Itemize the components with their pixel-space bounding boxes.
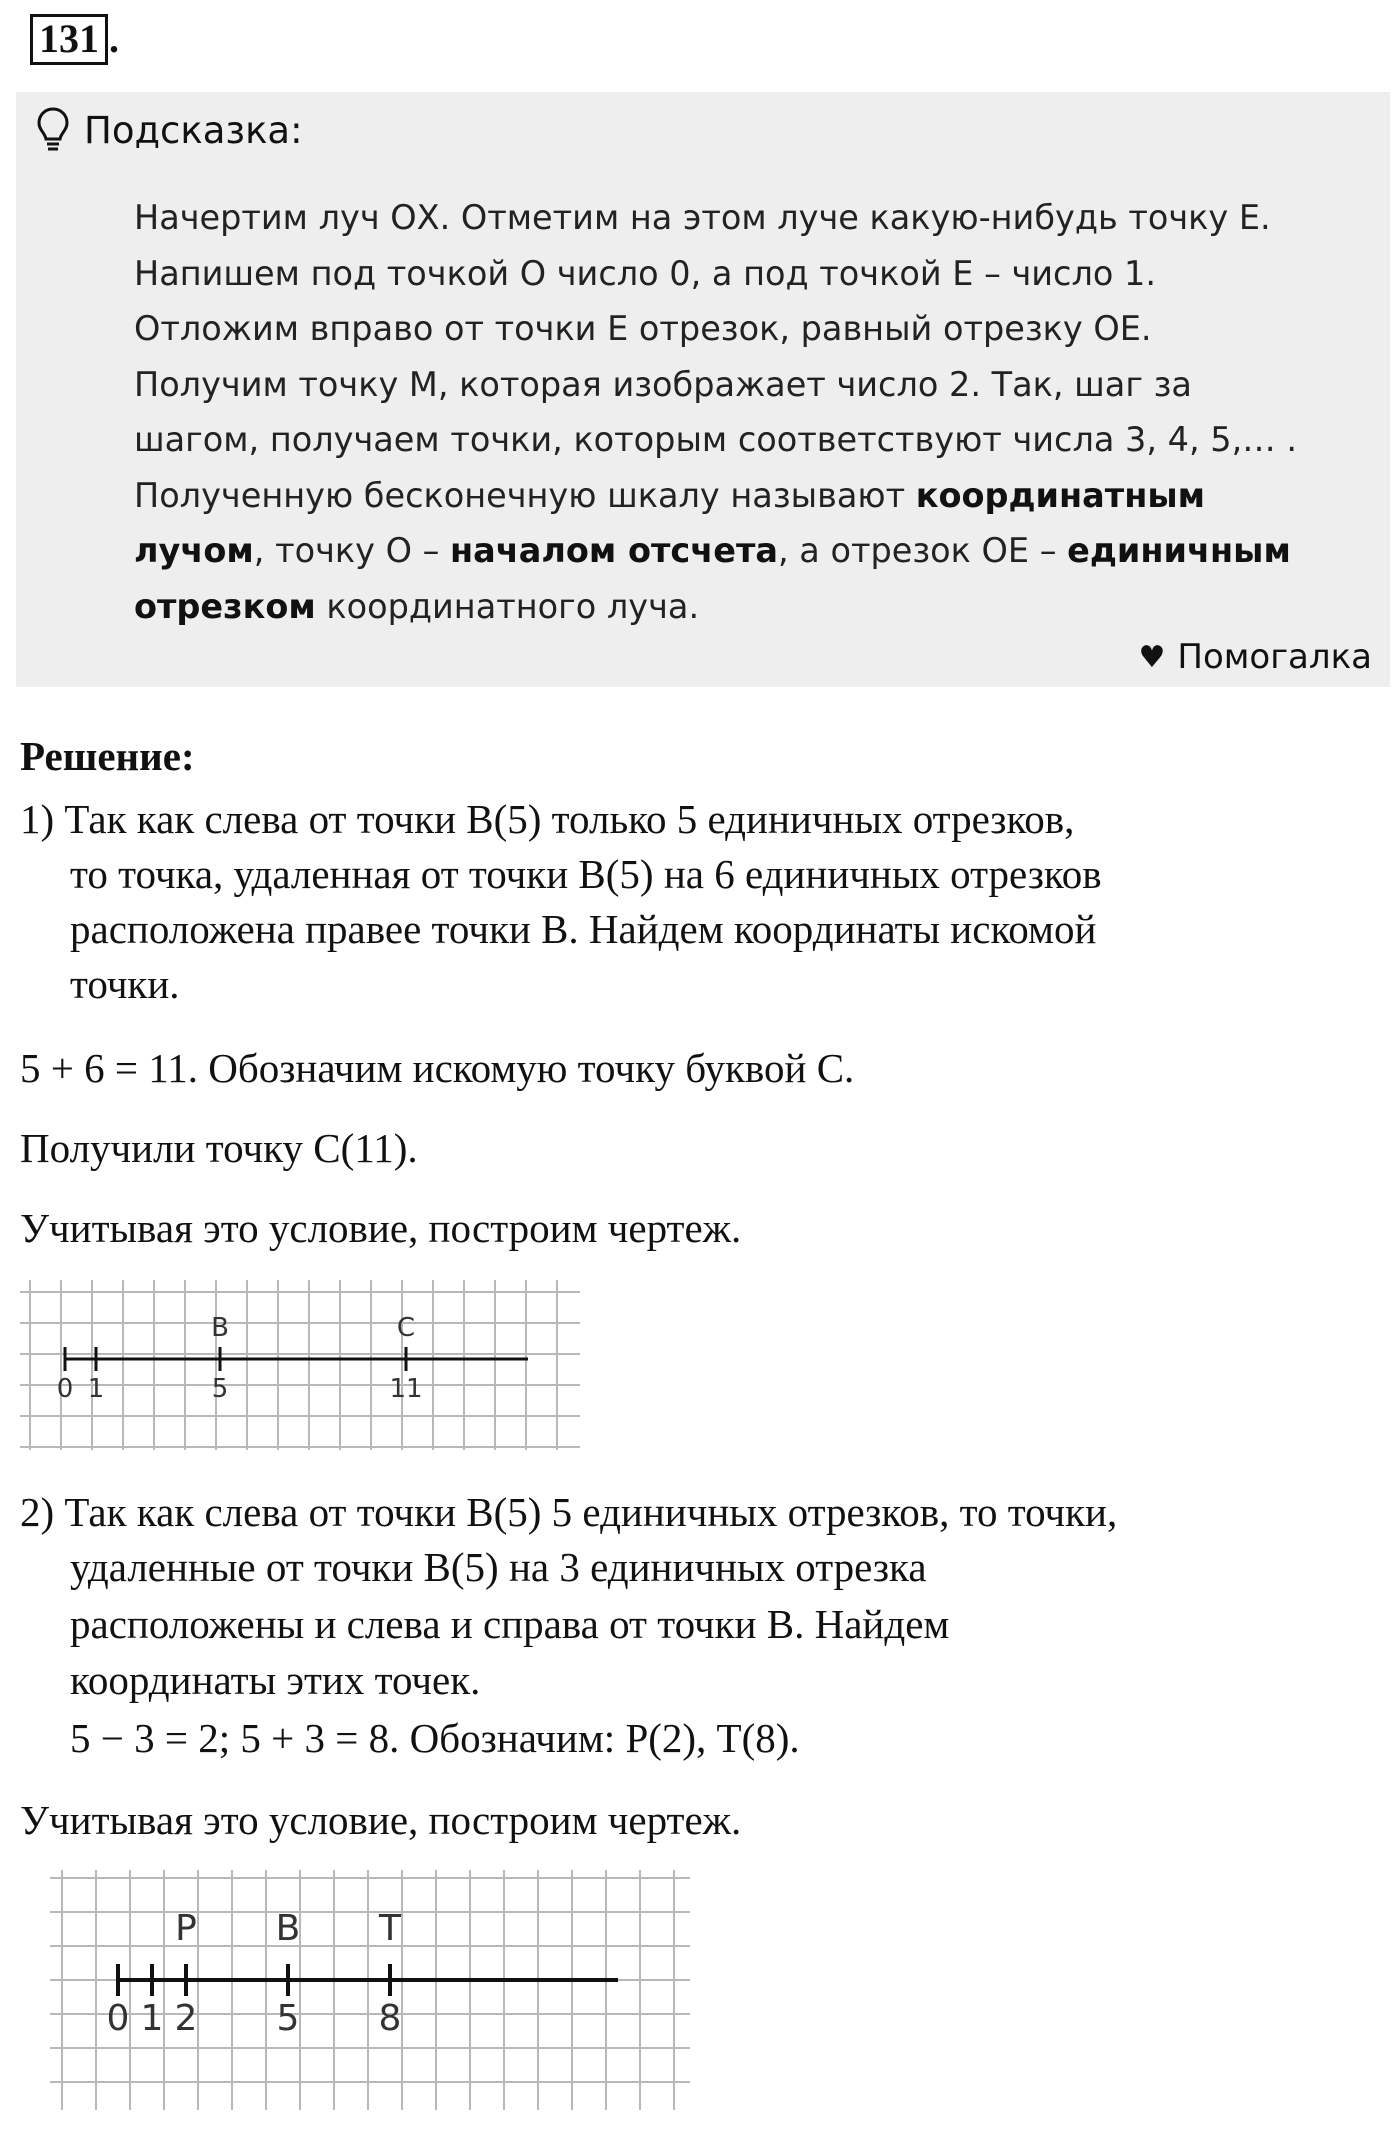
tick-label: 5 <box>211 1374 229 1404</box>
equation-line <box>70 1710 800 1766</box>
hint-line <box>134 523 1374 579</box>
equation-rest: . Обозначим искомую точку буквой С. <box>187 1045 855 1091</box>
point-label: B <box>211 1313 229 1343</box>
task-number-box: 131 <box>30 14 108 65</box>
tick-label: 2 <box>174 1998 198 2039</box>
tick-label: 11 <box>389 1374 423 1404</box>
coordinate-ray-figure-1 <box>20 1280 580 1450</box>
solution-line: расположены и слева и справа от точки В. Найдем <box>70 1601 950 1647</box>
hint-line <box>134 579 1374 635</box>
solution-line: удаленные от точки В(5) на 3 единичных отрезка <box>70 1544 927 1590</box>
point-label: P <box>175 1908 197 1949</box>
solution-line: координаты этих точек. <box>70 1657 481 1703</box>
hint-line: Получим точку М, которая изображает число 2. Так, шаг за <box>134 364 1192 404</box>
hint-text-span: , а отрезок ОЕ – <box>778 531 1068 570</box>
solution-line: 1) Так как слева от точки В(5) только 5 единичных отрезков, <box>20 796 1075 842</box>
tick-label: 0 <box>56 1374 74 1404</box>
tick-label: 1 <box>87 1374 105 1404</box>
term-segment: отрезком <box>134 586 316 626</box>
hint-header <box>36 106 303 154</box>
hint-line: шагом, получаем точки, которым соответствуют числа 3, 4, 5,… . <box>134 420 1298 459</box>
solution-line: расположена правее точки В. Найдем координаты искомой <box>70 906 1097 952</box>
hint-text-span: , точку О – <box>253 531 451 570</box>
hint-text <box>134 190 1374 634</box>
hint-title: Подсказка: <box>84 108 303 152</box>
hint-text-span: Полученную бесконечную шкалу называют <box>134 475 916 515</box>
term-ray: лучом <box>134 531 254 570</box>
solution-line: то точка, удаленная от точки В(5) на 6 единичных отрезков <box>70 851 1102 897</box>
solution-title: Решение: <box>20 733 195 779</box>
equation: 5 + 6 = 11 <box>20 1045 188 1091</box>
hint-line: Отложим вправо от точки Е отрезок, равный отрезку ОЕ. <box>134 309 1152 348</box>
coordinate-ray-figure-2 <box>50 1870 690 2110</box>
heart-icon: ♥ <box>1138 639 1166 675</box>
drawing-caption: Учитывая это условие, построим чертеж. <box>20 1797 742 1843</box>
tick-label: 0 <box>106 1998 130 2039</box>
solution-line: точки. <box>70 961 180 1007</box>
drawing-caption: Учитывая это условие, построим чертеж. <box>20 1205 742 1251</box>
solution-line: 2) Так как слева от точки В(5) 5 единичных отрезков, то точки, <box>20 1489 1118 1535</box>
term-unit: единичным <box>1067 531 1291 570</box>
hint-line: Напишем под точкой О число 0, а под точкой Е – число 1. <box>134 253 1156 293</box>
result-line: Получили точку С(11). <box>20 1125 418 1171</box>
hint-text-span: координатного луча. <box>315 586 700 626</box>
credit <box>1138 637 1372 677</box>
hint-line: Начертим луч ОХ. Отметим на этом луче какую-нибудь точку Е. <box>134 198 1271 237</box>
figure-1 <box>20 1280 580 1455</box>
hint-box <box>16 92 1390 687</box>
hint-line <box>134 468 1374 524</box>
point-label: B <box>275 1908 301 1949</box>
term-origin: началом отсчета <box>450 531 778 570</box>
tick-label: 1 <box>140 1998 164 2039</box>
tick-label: 8 <box>378 1998 402 2039</box>
task-number <box>30 14 119 65</box>
point-label: C <box>396 1313 416 1343</box>
equation-rest: Обозначим: Р(2), Т(8). <box>399 1715 800 1761</box>
equation-line <box>20 1040 854 1096</box>
lightbulb-icon <box>36 106 70 154</box>
tick-label: 5 <box>276 1998 300 2039</box>
figure-2 <box>50 1870 690 2115</box>
task-number-suffix: . <box>109 16 119 61</box>
equation: 5 − 3 = 2; 5 + 3 = 8. <box>70 1715 400 1761</box>
credit-label: Помогалка <box>1177 637 1372 677</box>
point-label: T <box>379 1908 401 1949</box>
term-coordinate: координатным <box>915 475 1206 515</box>
